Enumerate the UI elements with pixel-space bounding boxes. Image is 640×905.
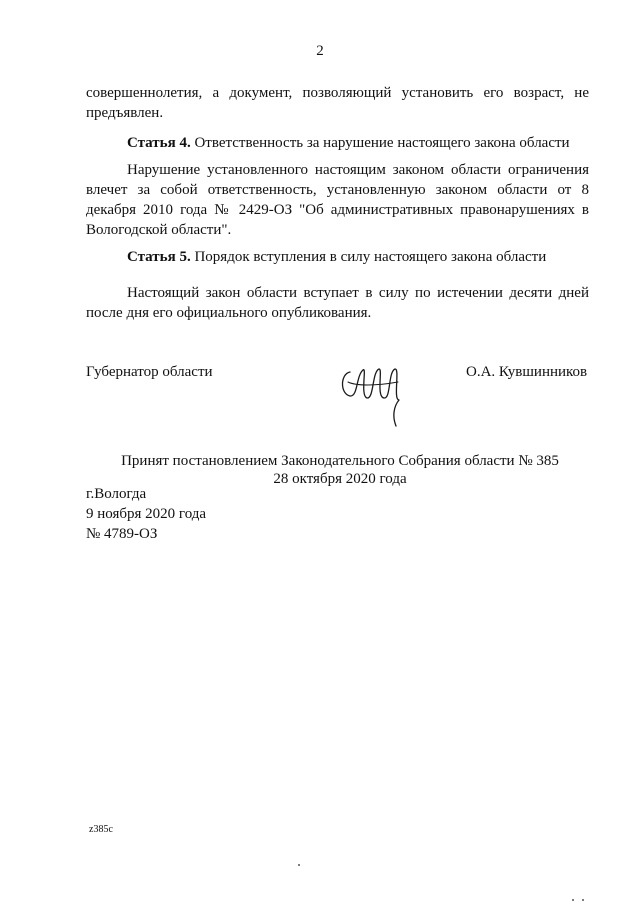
place-date-block xyxy=(86,484,206,544)
article-4-text: Нарушение установленного настоящим законом области ограничения влечет за собой ответственность, установленную законом области от 8 декабря 2010 года № 2429-ОЗ "Об административных правонарушениях в Вологодской области". xyxy=(86,162,589,238)
law-number: № 4789-ОЗ xyxy=(86,526,158,542)
article-4-label: Статья 4. xyxy=(127,135,191,151)
intro-paragraph: совершеннолетия, а документ, позволяющий установить его возраст, не предъявлен. xyxy=(86,85,589,121)
scan-speck xyxy=(582,899,584,901)
footer-code: z385c xyxy=(89,824,113,835)
signing-date: 9 ноября 2020 года xyxy=(86,506,207,522)
adoption-line-1: Принят постановлением Законодательного Собрания области № 385 xyxy=(121,453,559,469)
handwritten-signature xyxy=(336,342,416,432)
governor-name: О.А. Кувшинников xyxy=(466,364,588,380)
governor-title: Губернатор области xyxy=(86,364,213,380)
scan-speck xyxy=(298,864,300,866)
adoption-line-2: 28 октября 2020 года xyxy=(273,471,407,487)
article-5-text: Настоящий закон области вступает в силу по истечении десяти дней после дня его официального опубликования. xyxy=(86,285,589,321)
article-4-title: Ответственность за нарушение настоящего закона области xyxy=(194,135,570,151)
page-number: 2 xyxy=(316,43,324,59)
scan-speck xyxy=(572,899,574,901)
article-5-label: Статья 5. xyxy=(127,249,191,265)
city: г.Вологда xyxy=(86,486,147,502)
article-4-heading xyxy=(127,133,570,153)
article-5-title: Порядок вступления в силу настоящего закона области xyxy=(194,249,547,265)
article-5-heading xyxy=(127,247,546,267)
